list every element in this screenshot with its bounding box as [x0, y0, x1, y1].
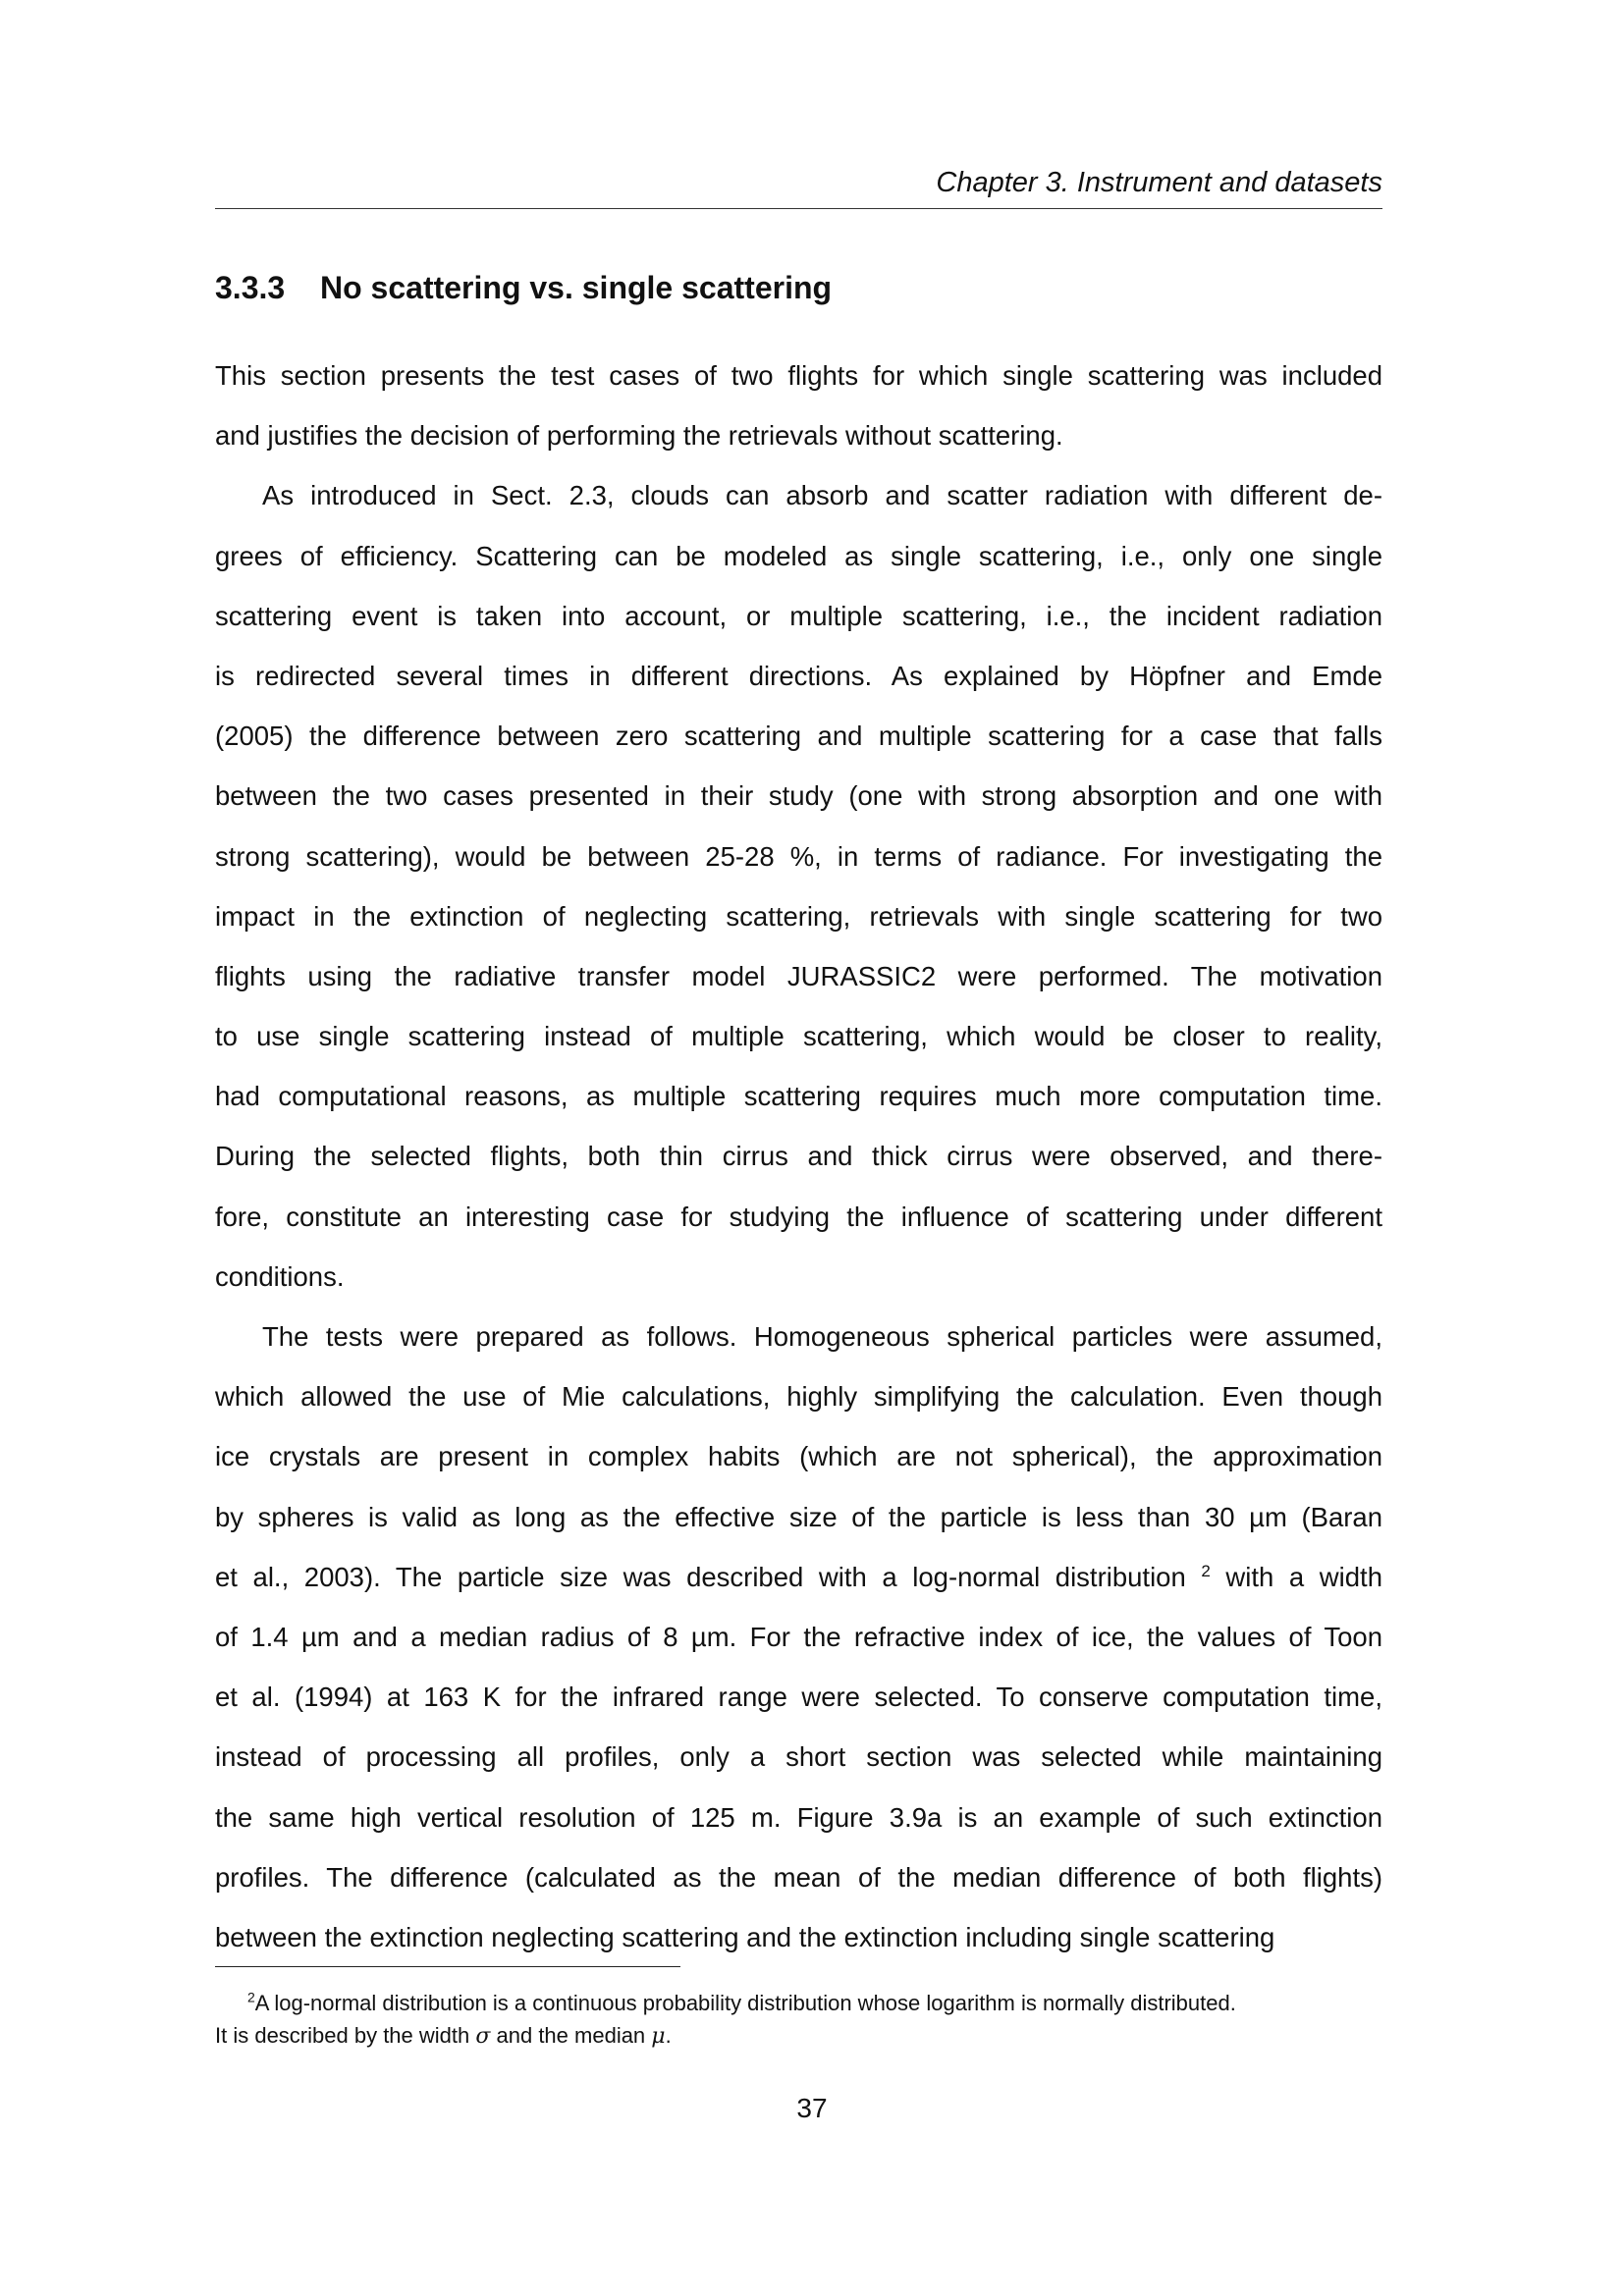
section-title: No scattering vs. single scattering [320, 270, 833, 305]
line-text: instead of processing all profiles, only a short section was selected while maintaining [215, 1741, 1382, 1773]
line-text: which allowed the use of Mie calculations, highly simplifying the calculation. Even though [215, 1381, 1382, 1413]
paragraph-line [215, 706, 1382, 766]
page-number: 37 [796, 2093, 828, 2123]
line-text: fore, constitute an interesting case for studying the influence of scattering under different [215, 1201, 1382, 1232]
line-text: is redirected several times in different directions. As explained by Höpfner and Emde [215, 660, 1382, 691]
paragraph-line [215, 766, 1382, 826]
line-text: flights using the radiative transfer model JURASSIC2 were performed. The motivation [215, 960, 1382, 991]
paragraph-line [215, 1066, 1382, 1126]
footnote-line-1 [215, 1987, 1382, 2019]
line-text: grees of efficiency. Scattering can be modeled as single scattering, i.e., only one single [215, 540, 1382, 571]
body-text [215, 346, 1382, 1967]
paragraph-line [215, 886, 1382, 946]
paragraph-line [215, 646, 1382, 706]
footnote-line-2 [215, 2019, 1382, 2053]
line-text: with a width [1225, 1561, 1382, 1592]
footnote-mark: 2 [247, 1989, 255, 2005]
line-text: had computational reasons, as multiple scattering requires much more computation time. [215, 1081, 1382, 1112]
line-text: et al., 2003). The particle size was described with a log-normal distribution [215, 1561, 1186, 1592]
paragraph-line [215, 1187, 1382, 1247]
line-text: strong scattering), would be between 25-28 %, in terms of radiance. For investigating the [215, 840, 1382, 872]
header-rule [215, 208, 1382, 209]
paragraph-line [215, 1607, 1382, 1667]
mu-symbol: μ [651, 2024, 666, 2049]
paragraph-line [215, 346, 1382, 405]
paragraph-line [215, 1487, 1382, 1547]
footnote-text: It is described by the width [215, 2023, 476, 2048]
section-heading [215, 270, 832, 306]
line-text: ice crystals are present in complex habits (which are not spherical), the approximation [215, 1441, 1382, 1472]
paragraph-line [215, 1547, 1382, 1607]
line-text: scattering event is taken into account, or multiple scattering, i.e., the incident radiation [215, 600, 1382, 631]
footnote-text: . [665, 2023, 672, 2048]
line-text: of 1.4 µm and a median radius of 8 µm. For the refractive index of ice, the values of Toon [215, 1621, 1382, 1652]
line-text: This section presents the test cases of two flights for which single scattering was included [215, 360, 1382, 391]
line-text: As introduced in Sect. 2.3, clouds can absorb and scatter radiation with different de- [262, 480, 1382, 511]
line-text: by spheres is valid as long as the effective size of the particle is less than 30 µm (Baran [215, 1501, 1382, 1532]
line-text: impact in the extinction of neglecting scattering, retrievals with single scattering for two [215, 900, 1382, 932]
line-text: The tests were prepared as follows. Homogeneous spherical particles were assumed, [262, 1321, 1382, 1352]
running-header: Chapter 3. Instrument and datasets [936, 167, 1382, 198]
footnote-reference[interactable]: 2 [1201, 1561, 1211, 1580]
line-text: profiles. The difference (calculated as the mean of the median difference of both flights) [215, 1861, 1382, 1893]
paragraph-line [215, 1727, 1382, 1787]
line-text: et al. (1994) at 163 K for the infrared range were selected. To conserve computation time, [215, 1682, 1382, 1713]
paragraph-line [215, 946, 1382, 1006]
paragraph-line [215, 1126, 1382, 1186]
line-text: (2005) the difference between zero scattering and multiple scattering for a case that falls [215, 721, 1382, 752]
line-text: between the two cases presented in their study (one with strong absorption and one with [215, 780, 1382, 812]
footnote-rule [215, 1966, 680, 1967]
paragraph-line [215, 1247, 1382, 1307]
paragraph-line [215, 1426, 1382, 1486]
paragraph-line [215, 465, 1382, 525]
paragraph-line [215, 1788, 1382, 1847]
paragraph-line [215, 827, 1382, 886]
line-text: During the selected flights, both thin cirrus and thick cirrus were observed, and there- [215, 1141, 1382, 1172]
footnote-text: A log-normal distribution is a continuous probability distribution whose logarithm is normally distributed. [254, 1991, 1236, 2015]
paragraph-line [215, 1307, 1382, 1366]
sigma-symbol: σ [475, 2024, 491, 2049]
section-number: 3.3.3 [215, 270, 286, 305]
paragraph-line [215, 1667, 1382, 1727]
footnote-text: and the median [490, 2023, 652, 2048]
paragraph-line [215, 1847, 1382, 1907]
footnote [215, 1987, 1382, 2053]
line-text: to use single scattering instead of multiple scattering, which would be closer to reality, [215, 1021, 1382, 1052]
paragraph-line [215, 1366, 1382, 1426]
line-text: the same high vertical resolution of 125 m. Figure 3.9a is an example of such extinction [215, 1801, 1382, 1833]
paragraph-line [215, 586, 1382, 646]
paragraph-line [215, 526, 1382, 586]
paragraph-line [215, 1907, 1382, 1967]
line-text: conditions. [215, 1260, 345, 1292]
line-text: and justifies the decision of performing the retrievals without scattering. [215, 420, 1063, 452]
line-text: between the extinction neglecting scattering and the extinction including single scattering [215, 1921, 1275, 1952]
paragraph-line [215, 1006, 1382, 1066]
paragraph-line [215, 405, 1382, 465]
